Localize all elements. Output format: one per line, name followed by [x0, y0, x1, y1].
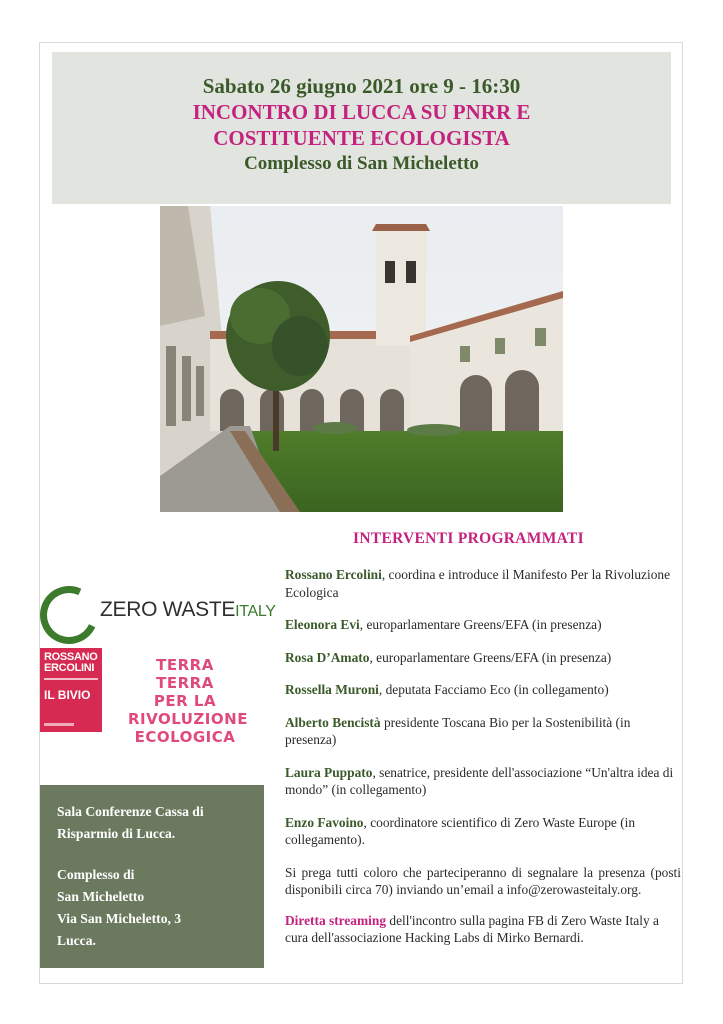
venue-address-line: Via San Micheletto, 3	[57, 911, 182, 926]
streaming-note	[285, 912, 681, 947]
terra-line-1: TERRA TERRA	[156, 656, 214, 692]
terra-line-4: ECOLOGICA	[134, 728, 236, 746]
venue-address-line: San Micheletto	[57, 889, 145, 904]
speaker-item	[285, 814, 681, 849]
venue-hall: Sala Conferenze Cassa di Risparmio di Lucca.	[57, 804, 204, 841]
speaker-item	[285, 616, 681, 634]
speaker-role: , coordinatore scientifico di Zero Waste Europe (in collegamento).	[285, 814, 636, 847]
event-title-line-1: INCONTRO DI LUCCA SU PNRR E	[192, 100, 531, 124]
event-title-line-2: COSTITUENTE ECOLOGISTA	[213, 126, 510, 150]
speaker-role: , europarlamentare Greens/EFA (in presenza)	[369, 649, 612, 665]
book-author-line-2: ERCOLINI	[44, 662, 95, 674]
speaker-name: Rosa D’Amato	[285, 649, 370, 665]
cloister-photo	[160, 206, 563, 512]
speaker-role: presidente Toscana Bio per la Sostenibilità (in presenza)	[285, 714, 631, 747]
speaker-item	[285, 681, 681, 699]
speaker-role: , coordina e introduce il Manifesto Per la Rivoluzione Ecologica	[285, 567, 671, 600]
book-author-line-1: ROSSANO	[44, 651, 98, 663]
speaker-role: , senatrice, presidente dell'associazione “Un'altra idea di mondo” (in collegamento)	[285, 764, 674, 797]
speaker-name: Rossella Muroni	[285, 682, 379, 697]
streaming-text: dell'incontro sulla pagina FB di Zero Waste Italy a cura dell'associazione Hacking Labs di Mirko Bernardi.	[285, 912, 659, 946]
book-footer-mark	[44, 723, 74, 726]
book-cover-il-bivio	[40, 648, 102, 732]
event-date: Sabato 26 giugno 2021 ore 9 - 16:30	[202, 74, 521, 98]
speakers-list	[285, 566, 681, 960]
venue-address-line: Lucca.	[57, 933, 96, 948]
book-author	[44, 652, 98, 674]
speaker-item	[285, 566, 681, 601]
terra-line-2: PER LA	[153, 692, 217, 710]
speaker-name: Laura Puppato	[285, 764, 373, 780]
venue-info-box	[40, 785, 264, 968]
zero-waste-circle-icon	[32, 578, 106, 652]
speaker-name: Rossano Ercolini	[285, 567, 382, 582]
streaming-highlight: Diretta streaming	[285, 912, 387, 928]
speaker-item	[285, 764, 681, 799]
speaker-name: Enzo Favoino	[285, 814, 364, 830]
book-divider	[44, 678, 98, 680]
speaker-role: , europarlamentare Greens/EFA (in presenza)	[359, 617, 602, 632]
venue-address-line: Complesso di	[57, 867, 135, 882]
speaker-name: Eleonora Evi	[285, 617, 360, 632]
terra-line-3: RIVOLUZIONE	[128, 710, 248, 728]
section-title-interventi: INTERVENTI PROGRAMMATI	[353, 530, 584, 547]
speaker-name: Alberto Bencistà	[285, 714, 381, 730]
venue-address	[57, 864, 262, 952]
logo-suffix-text: ITALY	[235, 603, 276, 620]
logo-main-text: ZERO WASTE	[100, 598, 236, 621]
header-box	[52, 52, 671, 204]
event-venue: Complesso di San Micheletto	[244, 153, 479, 174]
speaker-item	[285, 649, 681, 667]
logo-text	[100, 598, 276, 622]
speaker-item	[285, 714, 681, 749]
zero-waste-italy-logo	[40, 584, 276, 642]
terra-terra-logo	[128, 656, 248, 746]
book-title: IL BIVIO	[44, 688, 91, 702]
registration-notice: Si prega tutti coloro che parteciperanno di segnalare la presenza (posti disponibili circa 70) inviando un’email a info@zerowasteitaly.org.	[285, 864, 681, 897]
speaker-role: , deputata Facciamo Eco (in collegamento)	[378, 682, 609, 697]
